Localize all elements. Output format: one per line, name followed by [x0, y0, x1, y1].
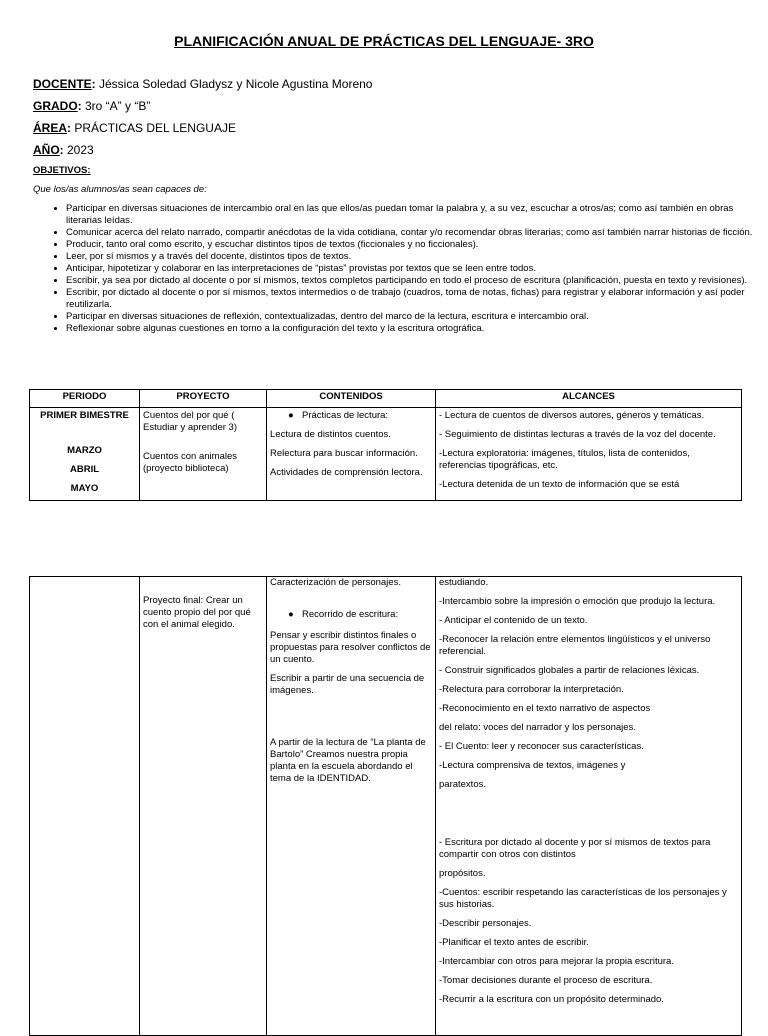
scope-item: -Lectura detenida de un texto de información que se está — [439, 479, 680, 490]
scope-item: - Seguimiento de distintas lecturas a través de la voz del docente. — [439, 429, 716, 440]
scope-item: - Lectura de cuentos de diversos autores, géneros y temáticas. — [439, 410, 705, 421]
anio-value: 2023 — [63, 143, 94, 157]
objectives-heading: OBJETIVOS: — [33, 165, 91, 176]
alcances-cell — [436, 577, 742, 1036]
scope-item: del relato: voces del narrador y los personajes. — [439, 722, 636, 733]
periodo-cell — [30, 408, 140, 501]
content-item: Pensar y escribir distintos finales o propuestas para resolver conflictos de un cuento. — [270, 630, 431, 665]
proyecto-cell — [140, 408, 267, 501]
objective-item: • Reflexionar sobre algunas cuestiones en torno a la configuración del texto y la escritura ortográfica. — [66, 323, 768, 335]
objective-item: • Producir, tanto oral como escrito, y escuchar distintos tipos de textos (ficcionales y no ficcionales). — [66, 239, 768, 251]
scope-item: -Cuentos: escribir respetando las características de los personajes y sus historias. — [439, 887, 727, 910]
contenidos-cell — [267, 408, 436, 501]
alcances-cell — [436, 408, 742, 501]
month-label: MARZO — [67, 445, 102, 456]
objective-item: • Leer, por sí mismos y a través del docente, distintos tipos de textos. — [66, 251, 768, 263]
scope-item: - El Cuento: leer y reconocer sus características. — [439, 741, 644, 752]
objectives-list — [33, 203, 768, 335]
month-label: ABRIL — [69, 464, 100, 475]
scope-item: -Lectura exploratoria: imágenes, títulos, lista de contenidos, referencias tipográficas, etc. — [439, 448, 690, 471]
month-label: MAYO — [70, 483, 99, 494]
content-item: Escribir a partir de una secuencia de imágenes. — [270, 673, 425, 696]
objective-item: • Comunicar acerca del relato narrado, compartir anécdotas de la vida cotidiana, contar y/o recomendar obras literarias; como así también narrar historias de ficción. — [66, 227, 768, 239]
objectives-intro: Que los/as alumnos/as sean capaces de: — [33, 184, 207, 195]
scope-item: -Intercambio sobre la impresión o emoción que produjo la lectura. — [439, 596, 716, 607]
content-item: Caracterización de personajes. — [270, 577, 401, 588]
content-bullet-text: Prácticas de lectura: — [302, 410, 389, 421]
proyecto-cell — [140, 577, 267, 1036]
content-item: Lectura de distintos cuentos. — [270, 429, 391, 440]
anio-line: AÑO: 2023 — [33, 143, 94, 157]
page-title: PLANIFICACIÓN ANUAL DE PRÁCTICAS DEL LENGUAJE- 3RO — [174, 33, 594, 49]
scope-item: -Planificar el texto antes de escribir. — [439, 937, 589, 948]
scope-item: -Lectura comprensiva de textos, imágenes y — [439, 760, 626, 771]
area-value: PRÁCTICAS DEL LENGUAJE — [71, 121, 236, 135]
scope-item: -Reconocer la relación entre elementos lingüísticos y el universo referencial. — [439, 634, 711, 657]
contenidos-cell — [267, 577, 436, 1036]
periodo-cell — [30, 577, 140, 1036]
header-alcances: ALCANCES — [436, 390, 742, 408]
scope-item: propósitos. — [439, 868, 486, 879]
grado-line: GRADO: 3ro “A” y “B” — [33, 99, 151, 113]
scope-item: - Anticipar el contenido de un texto. — [439, 615, 588, 626]
scope-item: estudiando. — [439, 577, 489, 588]
bullet-icon: ● — [288, 410, 294, 421]
table-header-row — [30, 390, 742, 408]
scope-item: -Recurrir a la escritura con un propósito determinado. — [439, 994, 664, 1005]
scope-item: - Escritura por dictado al docente y por sí mismos de textos para compartir con otros con distintos — [439, 837, 711, 860]
content-bullet-text: Recorrido de escritura: — [302, 609, 399, 620]
header-contenidos: CONTENIDOS — [267, 390, 436, 408]
content-item: Actividades de comprensión lectora. — [270, 467, 423, 478]
scope-item: - Construir significados globales a partir de relaciones léxicas. — [439, 665, 700, 676]
period-label: PRIMER BIMESTRE — [40, 410, 129, 421]
planning-table — [29, 389, 742, 501]
docente-value: Jéssica Soledad Gladysz y Nicole Agustina Moreno — [95, 77, 373, 91]
grado-value: 3ro “A” y “B” — [81, 99, 151, 113]
docente-line: DOCENTE: Jéssica Soledad Gladysz y Nicole Agustina Moreno — [33, 77, 373, 91]
scope-item: -Intercambiar con otros para mejorar la propia escritura. — [439, 956, 674, 967]
objective-item: • Anticipar, hipotetizar y colaborar en las interpretaciones de “pistas” provistas por textos que se leen entre todos. — [66, 263, 768, 275]
scope-item: -Tomar decisiones durante el proceso de escritura. — [439, 975, 653, 986]
scope-item: -Relectura para corroborar la interpretación. — [439, 684, 624, 695]
objective-item: • Participar en diversas situaciones de intercambio oral en las que ellos/as puedan tomar la palabra y, a su vez, escuchar a otros/as; como así también en obras literarias leídas. — [66, 203, 768, 227]
objective-item: • Participar en diversas situaciones de reflexión, contextualizadas, dentro del marco de la lectura, escritura e intercambio oral. — [66, 311, 768, 323]
content-item: A partir de la lectura de “La planta de Bartolo” Creamos nuestra propia planta en la escuela abordando el tema de la IDENTIDAD. — [270, 737, 426, 784]
header-proyecto: PROYECTO — [140, 390, 267, 408]
table-row — [30, 577, 742, 1036]
content-bullet-item — [270, 609, 432, 621]
scope-item: paratextos. — [439, 779, 486, 790]
scope-item: -Reconocimiento en el texto narrativo de aspectos — [439, 703, 651, 714]
project-item: Proyecto final: Crear un cuento propio del por qué con el animal elegido. — [143, 595, 251, 630]
project-item: Cuentos del por qué ( Estudiar y aprender 3) — [143, 410, 237, 433]
table-row — [30, 408, 742, 501]
grado-label: GRADO — [33, 99, 78, 113]
bullet-icon: ● — [288, 609, 294, 620]
planning-table-continued — [29, 576, 742, 1036]
area-label: ÁREA — [33, 121, 68, 135]
area-line: ÁREA: PRÁCTICAS DEL LENGUAJE — [33, 121, 236, 135]
scope-item: -Describir personajes. — [439, 918, 532, 929]
header-periodo: PERIODO — [30, 390, 140, 408]
content-item: Relectura para buscar información. — [270, 448, 418, 459]
docente-label: DOCENTE — [33, 77, 92, 91]
objective-item: • Escribir, ya sea por dictado al docente o por sí mismos, textos completos participando en todo el proceso de escritura (planificación, puesta en texto y revisiones). — [66, 275, 768, 287]
anio-label: AÑO — [33, 143, 60, 157]
project-item: Cuentos con animales (proyecto biblioteca) — [143, 451, 237, 474]
content-bullet-item — [270, 410, 432, 422]
objective-item: • Escribir, por dictado al docente o por sí mismos, textos intermedios o de trabajo (cuadros, toma de notas, fichas) para registrar y elaborar información y así poder reutilizarla. — [66, 287, 768, 311]
